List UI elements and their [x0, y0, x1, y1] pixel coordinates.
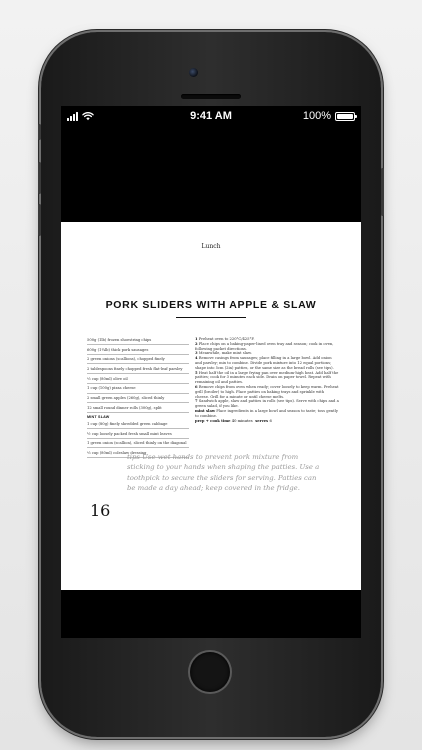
prep-serves-line — [195, 419, 339, 424]
method-step — [195, 399, 339, 409]
status-bar — [61, 106, 361, 128]
screen — [61, 106, 361, 638]
slaw-ingredient-item: ⅓ cup (80ml) coleslaw dressing — [87, 450, 189, 458]
step-number: 1 — [195, 337, 198, 341]
earpiece-speaker — [181, 94, 241, 99]
step-text: Heat half the oil in a large frying pan over medium-high heat. Add half the patties; cook for 3 minutes each side. Drain on paper towel. Repeat with remaining oil and patties. — [195, 370, 339, 385]
step-number: 2 — [195, 341, 198, 346]
step-text: Remove casings from sausages; place filling in a large bowl. Add onion and parsley; mix to combine. Divide pork mixture into 12 equal portions; shape into 5cm (2in) patties, or the same size as the bread rolls (see tips). — [195, 356, 334, 370]
ingredient-item: 500g (1lb) frozen shoestring chips — [87, 337, 189, 345]
step-number: 3 — [195, 351, 198, 356]
step-text: Meanwhile, make mint slaw. — [198, 351, 252, 356]
slaw-method-label: mint slaw — [195, 408, 216, 413]
recipe-page[interactable] — [61, 222, 361, 590]
status-time: 9:41 AM — [190, 110, 232, 122]
mute-switch — [38, 124, 41, 140]
serves-label: serves — [255, 419, 269, 424]
ingredients-list — [87, 337, 189, 460]
ingredient-item: 2 green onions (scallions), chopped finely — [87, 356, 189, 364]
recipe-title: PORK SLIDERS WITH APPLE & SLAW — [105, 299, 317, 311]
slaw-ingredient-item: 1 cup (80g) finely shredded green cabbage — [87, 421, 189, 429]
step-number: 5 — [195, 370, 198, 375]
method-step — [195, 371, 339, 385]
home-button[interactable] — [190, 652, 230, 692]
tips-text: tips Use wet hands to prevent pork mixture from sticking to your hands when shaping the patties. Use a toothpick to secure the sliders for serving. Patties can be made a day ahead; keep covered in the fridge. — [127, 453, 320, 492]
title-divider — [176, 317, 246, 318]
iphone-device-frame — [41, 32, 381, 737]
slaw-ingredient-item: ½ cup loosely packed fresh small mint leaves — [87, 431, 189, 439]
front-camera — [189, 68, 198, 77]
step-number: 6 — [195, 384, 198, 389]
prep-value: 40 minutes — [231, 419, 253, 424]
method-step — [195, 385, 339, 399]
page-number: 16 — [90, 501, 111, 520]
ingredient-item: 2 small green apples (260g), sliced thinly — [87, 395, 189, 403]
prep-label: prep + cook time — [195, 419, 231, 424]
ingredient-item: 2 tablespoons finely chopped fresh flat-leaf parsley — [87, 366, 189, 374]
slaw-method — [195, 409, 339, 419]
step-text: Sandwich apple, slaw and patties in rolls (see tips). Serve with chips and a green salad, if you like. — [195, 399, 339, 409]
step-number: 7 — [195, 399, 198, 404]
volume-down-button — [38, 204, 41, 236]
step-number: 4 — [195, 356, 198, 361]
method-steps — [195, 337, 339, 424]
battery-tip — [355, 115, 357, 118]
battery-icon — [335, 112, 355, 121]
method-step — [195, 356, 339, 370]
ingredient-item: 600g (1¼lb) thick pork sausages — [87, 347, 189, 355]
section-label: Lunch — [201, 243, 221, 250]
volume-up-button — [38, 162, 41, 194]
step-text: Remove chips from oven when ready; cover loosely to keep warm. Preheat grill (broiler) to high. Place patties on baking trays and sprinkle with cheese. Grill for a minute or until cheese melts. — [195, 384, 339, 399]
status-right — [303, 110, 355, 122]
slaw-heading: MINT SLAW — [87, 414, 110, 419]
ingredient-item: 1 cup (100g) pizza cheese — [87, 385, 189, 393]
battery-fill — [337, 114, 353, 119]
method-step — [195, 342, 339, 352]
battery-percentage: 100% — [302, 110, 331, 122]
step-text: Preheat oven to 220°C/425°F. — [198, 337, 255, 341]
slaw-ingredient-item: 1 green onion (scallion), sliced thinly on the diagonal — [87, 440, 189, 448]
slaw-method-text: Place ingredients in a large bowl and season to taste; toss gently to combine. — [195, 408, 338, 418]
ingredient-item: ⅓ cup (80ml) olive oil — [87, 376, 189, 384]
serves-value: 6 — [269, 419, 272, 424]
power-button — [381, 168, 384, 216]
ingredient-item: 12 small round dinner rolls (300g), split — [87, 405, 189, 413]
step-text: Place chips on a baking-paper-lined oven tray and season; cook in oven, following packet directions. — [195, 341, 334, 351]
